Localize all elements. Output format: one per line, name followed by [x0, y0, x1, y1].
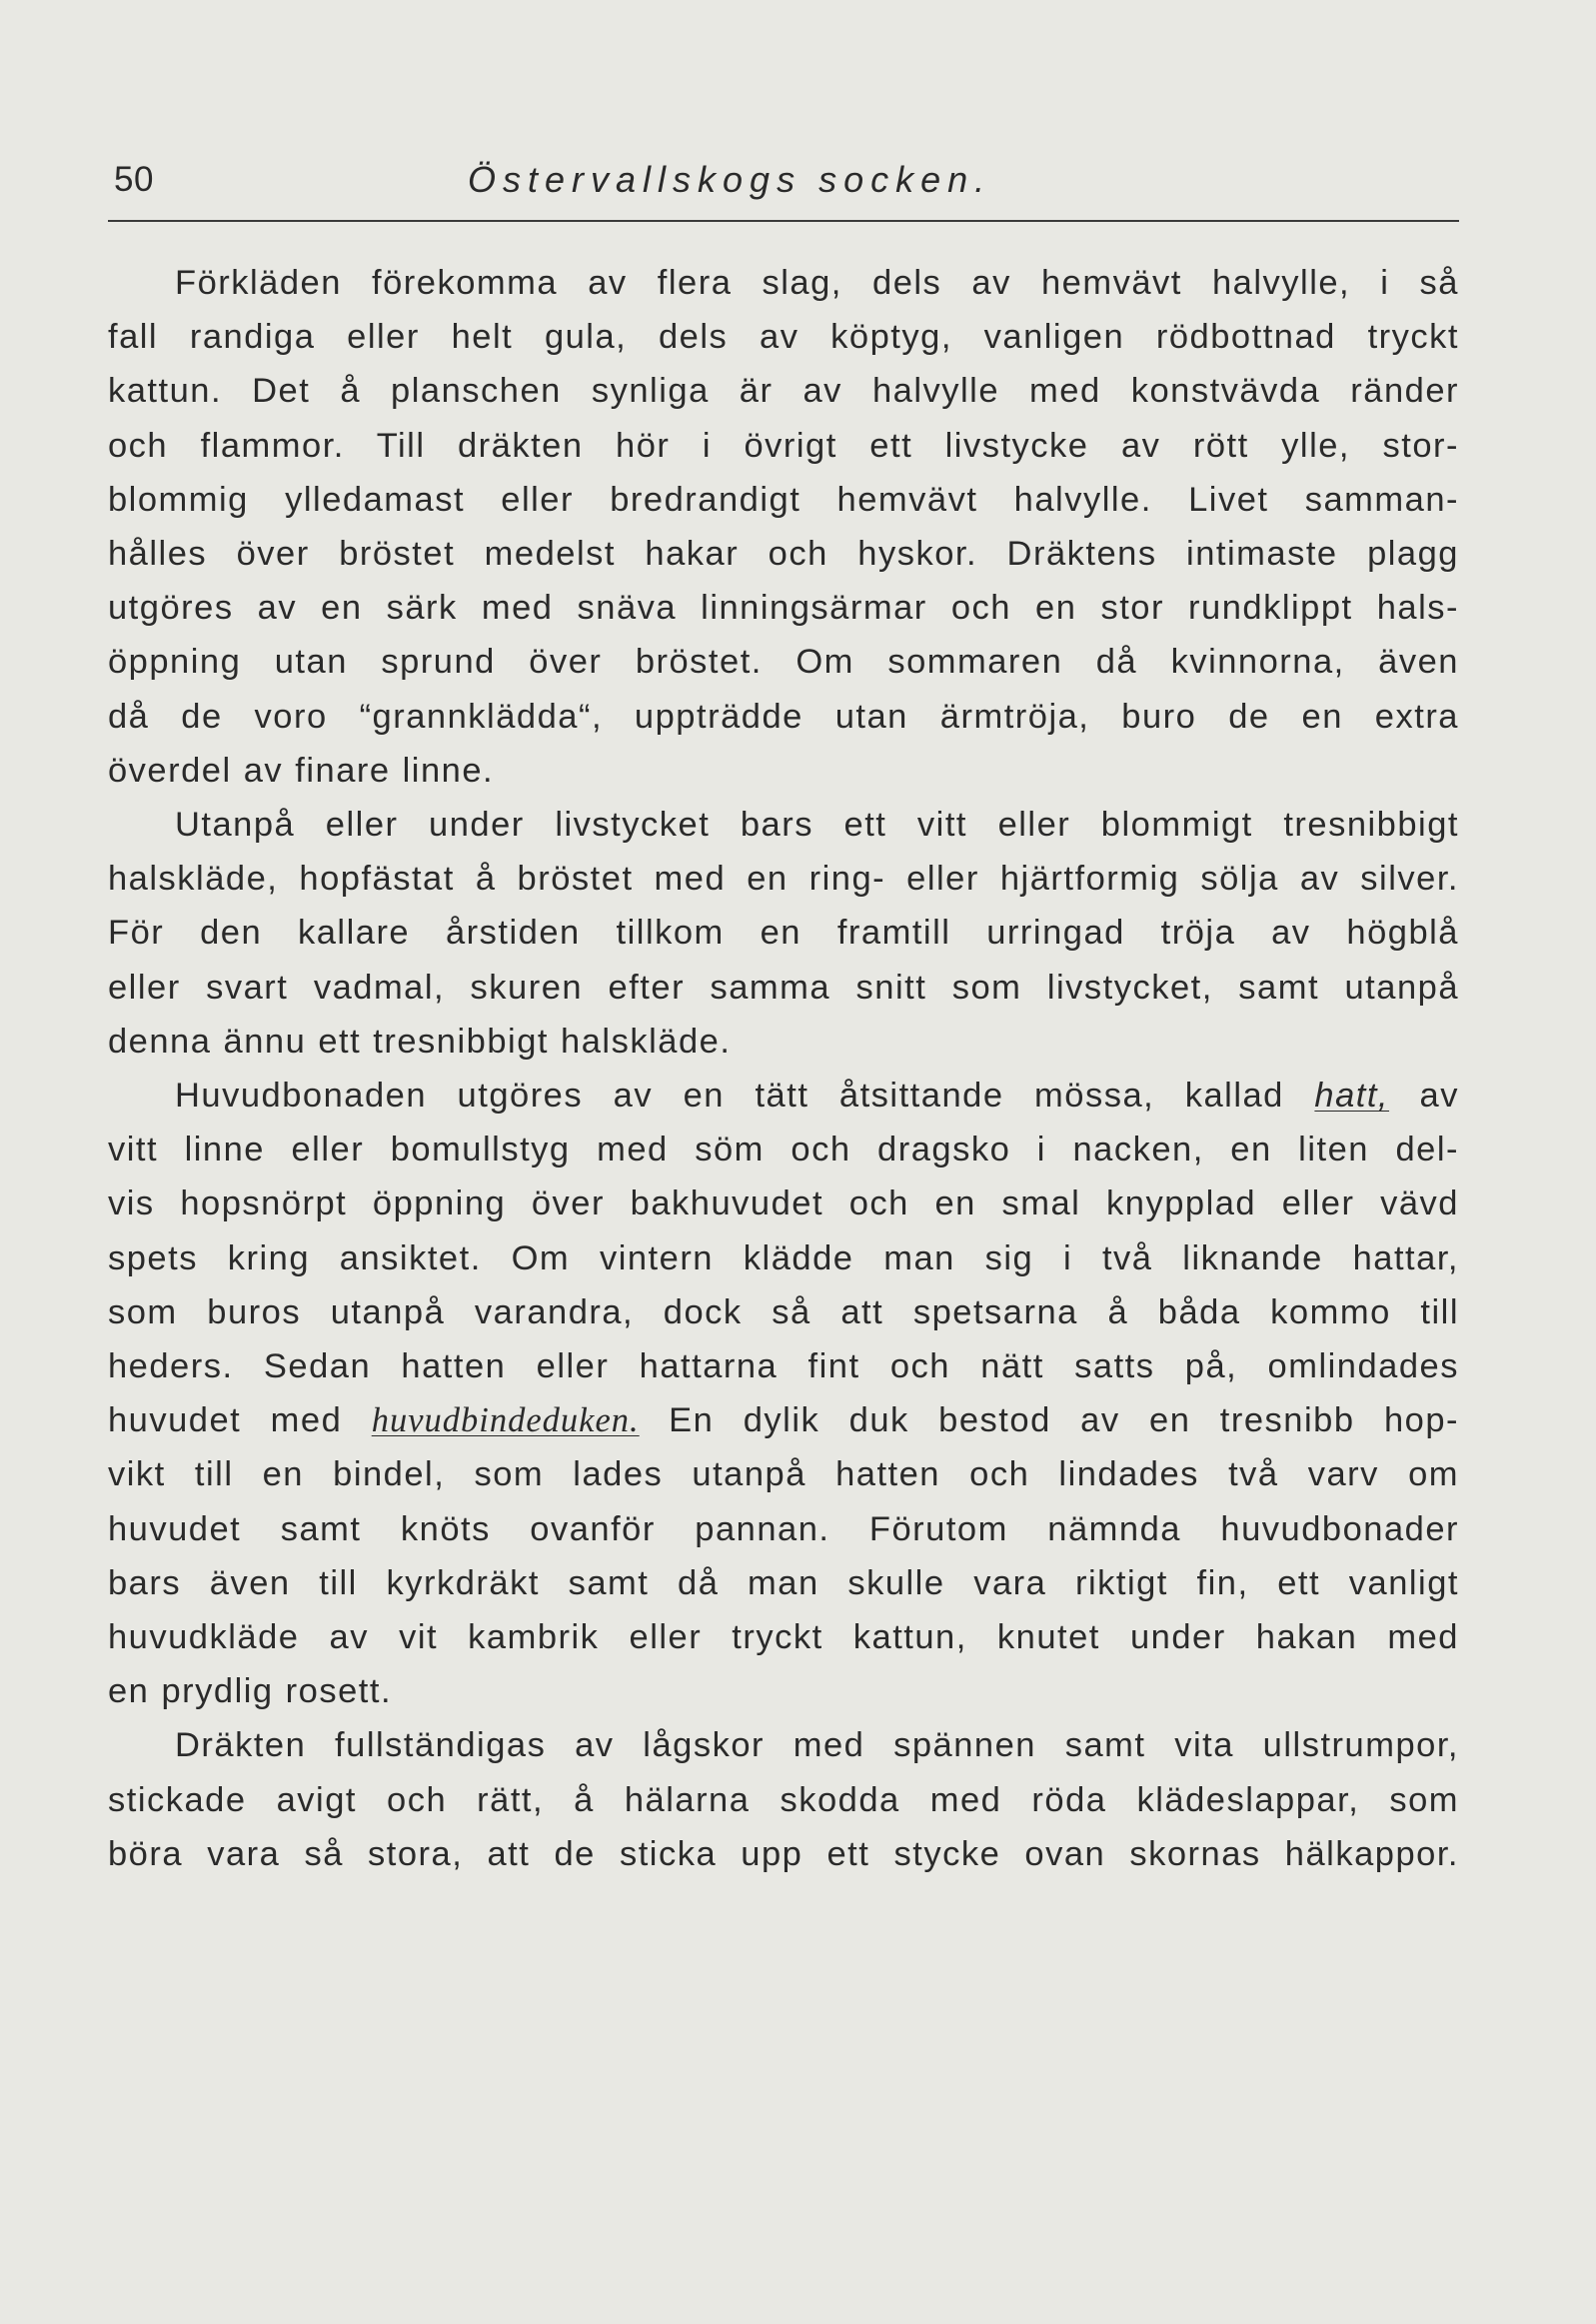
paragraph-2: [108, 798, 1459, 1069]
paragraph-1: [108, 256, 1459, 798]
line-text-after-emphasis: av: [1419, 1077, 1459, 1116]
emphasized-term-hatt: hatt,: [1314, 1077, 1390, 1116]
text-line: spets kring ansiktet. Om vintern klädde man sig i två liknande hattar,: [108, 1238, 1459, 1277]
text-line: och flammor. Till dräkten hör i övrigt ett livstycke av rött ylle, stor-: [108, 426, 1459, 465]
body-text: [108, 256, 1459, 1881]
text-line: [108, 1393, 1459, 1447]
text-line: blommig ylledamast eller bredrandigt hemvävt halvylle. Livet samman-: [108, 480, 1459, 519]
text-line: stickade avigt och rätt, å hälarna skodda med röda klädeslappar, som: [108, 1780, 1459, 1819]
text-line: denna ännu ett tresnibbigt halskläde.: [108, 1022, 732, 1061]
text-line: som buros utanpå varandra, dock så att spetsarna å båda kommo till: [108, 1292, 1459, 1331]
text-line: huvudkläde av vit kambrik eller tryckt kattun, knutet under hakan med: [108, 1618, 1459, 1657]
text-line: heders. Sedan hatten eller hattarna fint och nätt satts på, omlindades: [108, 1347, 1459, 1386]
text-line: eller svart vadmal, skuren efter samma snitt som livstycket, samt utanpå: [108, 968, 1459, 1007]
text-line: fall randiga eller helt gula, dels av köptyg, vanligen rödbottnad tryckt: [108, 318, 1459, 357]
running-title: Östervallskogs socken.: [468, 159, 992, 200]
text-line: vis hopsnörpt öppning över bakhuvudet och en smal knypplad eller vävd: [108, 1184, 1459, 1223]
text-line: utgöres av en särk med snäva linningsärmar och en stor rundklippt hals-: [108, 589, 1459, 628]
text-line: halskläde, hopfästat å bröstet med en ring- eller hjärtformig sölja av silver.: [108, 860, 1459, 899]
line-text-before-emphasis: Huvudbonaden utgöres av en tätt åtsittande mössa, kallad: [175, 1077, 1284, 1116]
text-line: överdel av finare linne.: [108, 751, 495, 790]
emphasized-term-huvudbindeduken: huvudbindeduken.: [371, 1401, 640, 1440]
text-line: böra vara så stora, att de sticka upp ett stycke ovan skornas hälkappor.: [108, 1834, 1459, 1873]
text-line: hålles över bröstet medelst hakar och hyskor. Dräktens intimaste plagg: [108, 535, 1459, 574]
text-line: Dräkten fullständigas av lågskor med spännen samt vita ullstrumpor,: [175, 1726, 1459, 1765]
text-line: vikt till en bindel, som lades utanpå hatten och lindades två varv om: [108, 1455, 1459, 1494]
paragraph-3: [108, 1069, 1459, 1718]
text-line: huvudet samt knöts ovanför pannan. Förutom nämnda huvudbonader: [108, 1509, 1459, 1548]
text-line: [108, 1069, 1459, 1123]
running-head: [108, 150, 1459, 222]
page-number: 50: [114, 160, 154, 199]
text-line: kattun. Det å planschen synliga är av halvylle med konstvävda ränder: [108, 372, 1459, 411]
paragraph-4: [108, 1718, 1459, 1881]
line-text-after-emphasis: En dylik duk bestod av en tresnibb hop-: [669, 1401, 1459, 1440]
line-text-before-emphasis: huvudet med: [108, 1401, 343, 1440]
text-line: Utanpå eller under livstycket bars ett vitt eller blommigt tresnibbigt: [175, 806, 1459, 845]
text-line: För den kallare årstiden tillkom en framtill urringad tröja av högblå: [108, 914, 1459, 953]
text-line: öppning utan sprund över bröstet. Om sommaren då kvinnorna, även: [108, 643, 1459, 682]
text-line: Förkläden förekomma av flera slag, dels av hemvävt halvylle, i så: [175, 264, 1459, 302]
text-line: då de voro “grannklädda“, uppträdde utan ärmtröja, buro de en extra: [108, 697, 1459, 736]
book-page: [108, 150, 1459, 1949]
text-line: en prydlig rosett.: [108, 1672, 393, 1711]
text-line: bars även till kyrkdräkt samt då man skulle vara riktigt fin, ett vanligt: [108, 1563, 1459, 1602]
text-line: vitt linne eller bomullstyg med söm och dragsko i nacken, en liten del-: [108, 1131, 1459, 1169]
